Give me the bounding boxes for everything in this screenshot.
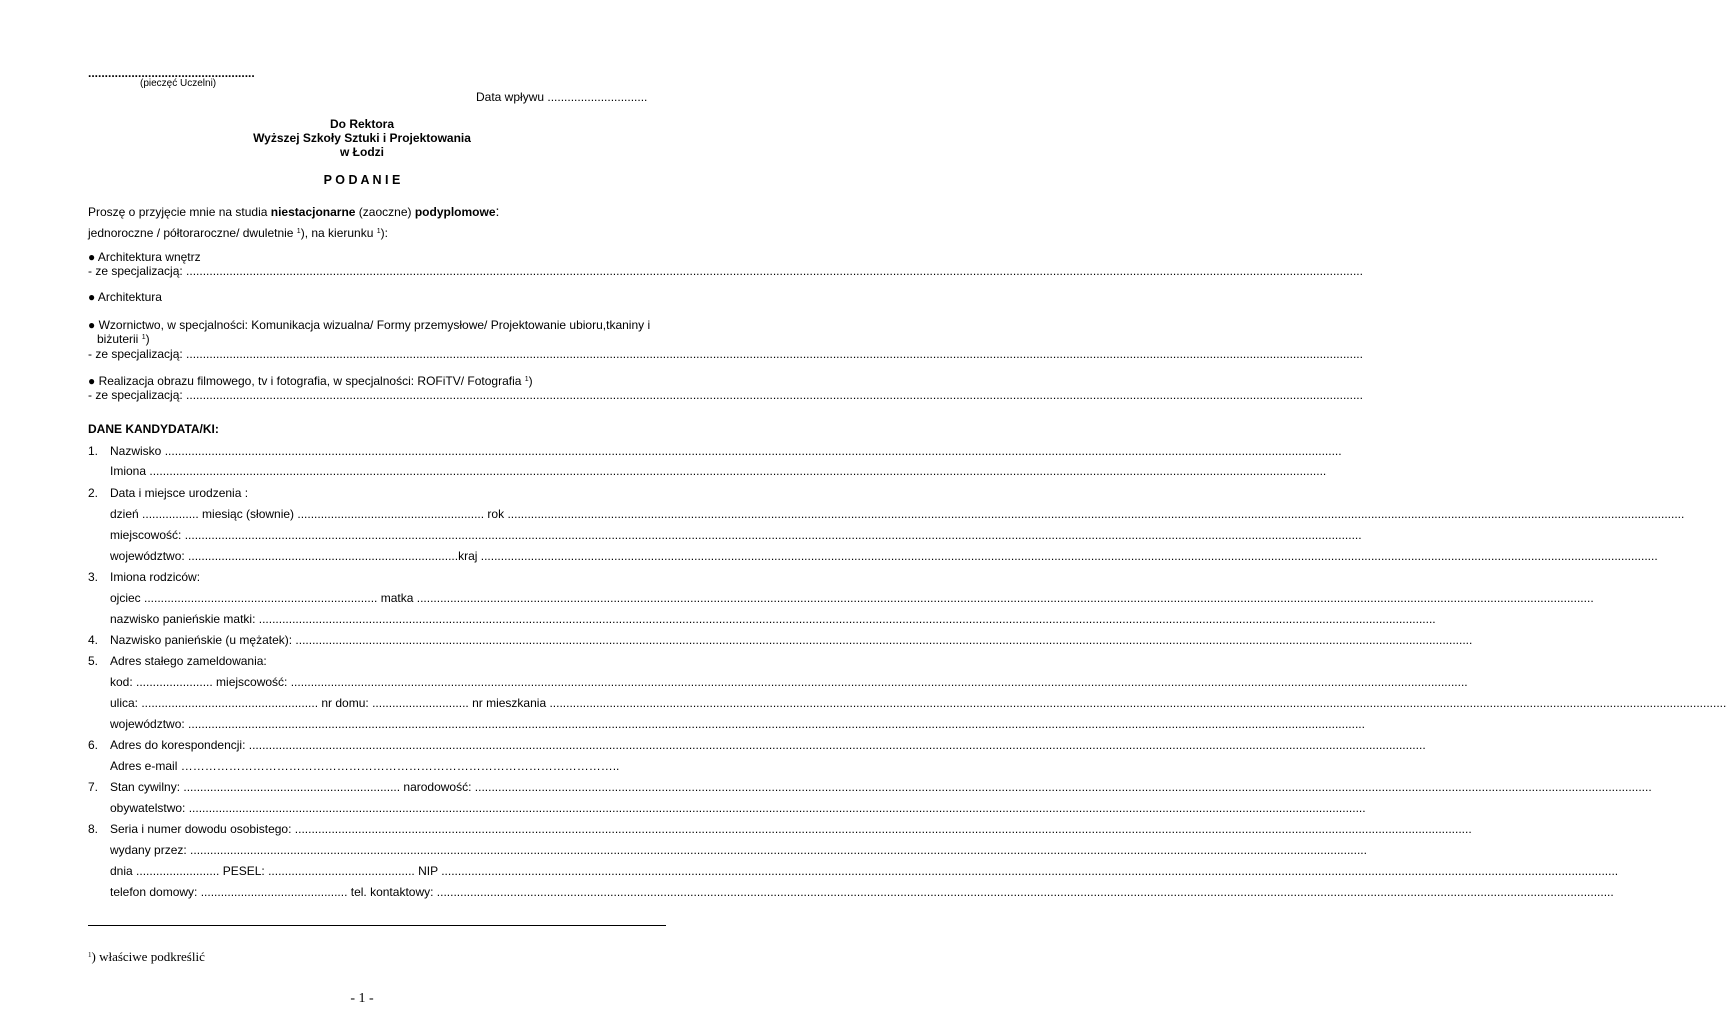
item-number-4: 4. (88, 633, 99, 647)
footnote: $^1$) właściwe podkreślić (88, 949, 205, 964)
field-parents-names: ojciec ...................................................................... matka ................................................................................................................................................................................................................................................................................................................................................................. (110, 591, 1594, 605)
stamp-dots: .................................................. (88, 66, 255, 80)
field-postal-code-city: kod: ....................... miejscowość: ................................................................................................................................................................................................................................................................................................................................................................. (110, 675, 1468, 689)
field-civil-status-nationality: Stan cywilny: ................................................................. narodowość: ................................................................................................................................................................................................................................................................................................................................................................. (110, 780, 1652, 794)
item-number-5: 5. (88, 654, 99, 668)
field-id-number: Seria i numer dowodu osobistego: ................................................................................................................................................................................................................................................................................................................................................................. (110, 822, 1472, 836)
field-mother-maiden-name: nazwisko panieńskie matki: ................................................................................................................................................................................................................................................................................................................................................................. (110, 612, 1436, 626)
field-issued-by: wydany przez: ................................................................................................................................................................................................................................................................................................................................................................. (110, 843, 1367, 857)
field-maiden-name: Nazwisko panieńskie (u mężatek): ................................................................................................................................................................................................................................................................................................................................................................. (110, 633, 1473, 647)
page-number: - 1 - (350, 991, 374, 1006)
candidate-heading: DANE KANDYDATA/KI: (88, 422, 219, 436)
intro-line-2: jednoroczne / półtoraroczne/ dwuletnie $^1$), na kierunku $^1$): (88, 226, 388, 240)
specialization-line-2: - ze specjalizacją: ................................................................................................................................................................................................................................................................................................................................................................. (88, 347, 1363, 361)
item-number-3: 3. (88, 570, 99, 584)
item-number-2: 2. (88, 486, 99, 500)
field-first-names: Imiona ................................................................................................................................................................................................................................................................................................................................................................. (110, 464, 1327, 478)
field-birth-voivodeship: województwo: .................................................................................kraj ................................................................................................................................................................................................................................................................................................................................................................. (110, 549, 1658, 563)
option-film: ● Realizacja obrazu filmowego, tv i fotografia, w specjalności: ROFiTV/ Fotografia $^1$) (88, 374, 533, 388)
document-title: P O D A N I E (323, 173, 401, 187)
stamp-label: (pieczęć Uczelni) (140, 78, 217, 89)
specialization-line-3: - ze specjalizacją: ................................................................................................................................................................................................................................................................................................................................................................. (88, 388, 1363, 402)
school-name: Wyższej Szkoły Sztuki i Projektowania (253, 131, 471, 145)
field-email: Adres e-mail ……………………………………………………………………………………………….. (110, 759, 620, 773)
field-citizenship: obywatelstwo: ................................................................................................................................................................................................................................................................................................................................................................. (110, 801, 1366, 815)
date-received: Data wpływu .............................. (476, 90, 648, 104)
field-surname: Nazwisko ................................................................................................................................................................................................................................................................................................................................................................. (110, 444, 1342, 458)
option-architecture: ● Architektura (88, 290, 162, 304)
footnote-divider (88, 925, 666, 926)
field-correspondence-address: Adres do korespondencji: ................................................................................................................................................................................................................................................................................................................................................................. (110, 738, 1426, 752)
item-number-1: 1. (88, 444, 99, 458)
field-birth-place: miejscowość: ................................................................................................................................................................................................................................................................................................................................................................. (110, 528, 1362, 542)
option-interior-architecture: ● Architektura wnętrz (88, 250, 201, 264)
birth-label: Data i miejsce urodzenia : (110, 486, 249, 500)
parents-label: Imiona rodziców: (110, 570, 201, 584)
item-number-8: 8. (88, 822, 99, 836)
intro-line-1: Proszę o przyjęcie mnie na studia niestacjonarne (zaoczne) podyplomowe: (88, 203, 500, 219)
field-birth-date: dzień ................. miesiąc (słownie) ........................................................ rok ................................................................................................................................................................................................................................................................................................................................................................. (110, 507, 1685, 521)
address-label: Adres stałego zameldowania: (110, 654, 267, 668)
field-date-pesel-nip: dnia ......................... PESEL: ............................................ NIP ................................................................................................................................................................................................................................................................................................................................................................. (110, 864, 1619, 878)
item-number-6: 6. (88, 738, 99, 752)
field-address-voivodeship: województwo: ................................................................................................................................................................................................................................................................................................................................................................. (110, 717, 1365, 731)
specialization-line-1: - ze specjalizacją: ................................................................................................................................................................................................................................................................................................................................................................. (88, 264, 1363, 278)
field-street: ulica: ..................................................... nr domu: ............................. nr mieszkania ................................................................................................................................................................................................................................................................................................................................................................. (110, 696, 1726, 710)
field-phones: telefon domowy: ............................................ tel. kontaktowy: ................................................................................................................................................................................................................................................................................................................................................................. (110, 885, 1614, 899)
addressee: Do Rektora (329, 117, 394, 131)
item-number-7: 7. (88, 780, 99, 794)
school-city: w Łodzi (340, 145, 384, 159)
option-design-cont: biżuterii $^1$) (97, 332, 150, 346)
option-design: ● Wzornictwo, w specjalności: Komunikacja wizualna/ Formy przemysłowe/ Projektowanie ubioru,tkaniny i (88, 318, 651, 332)
